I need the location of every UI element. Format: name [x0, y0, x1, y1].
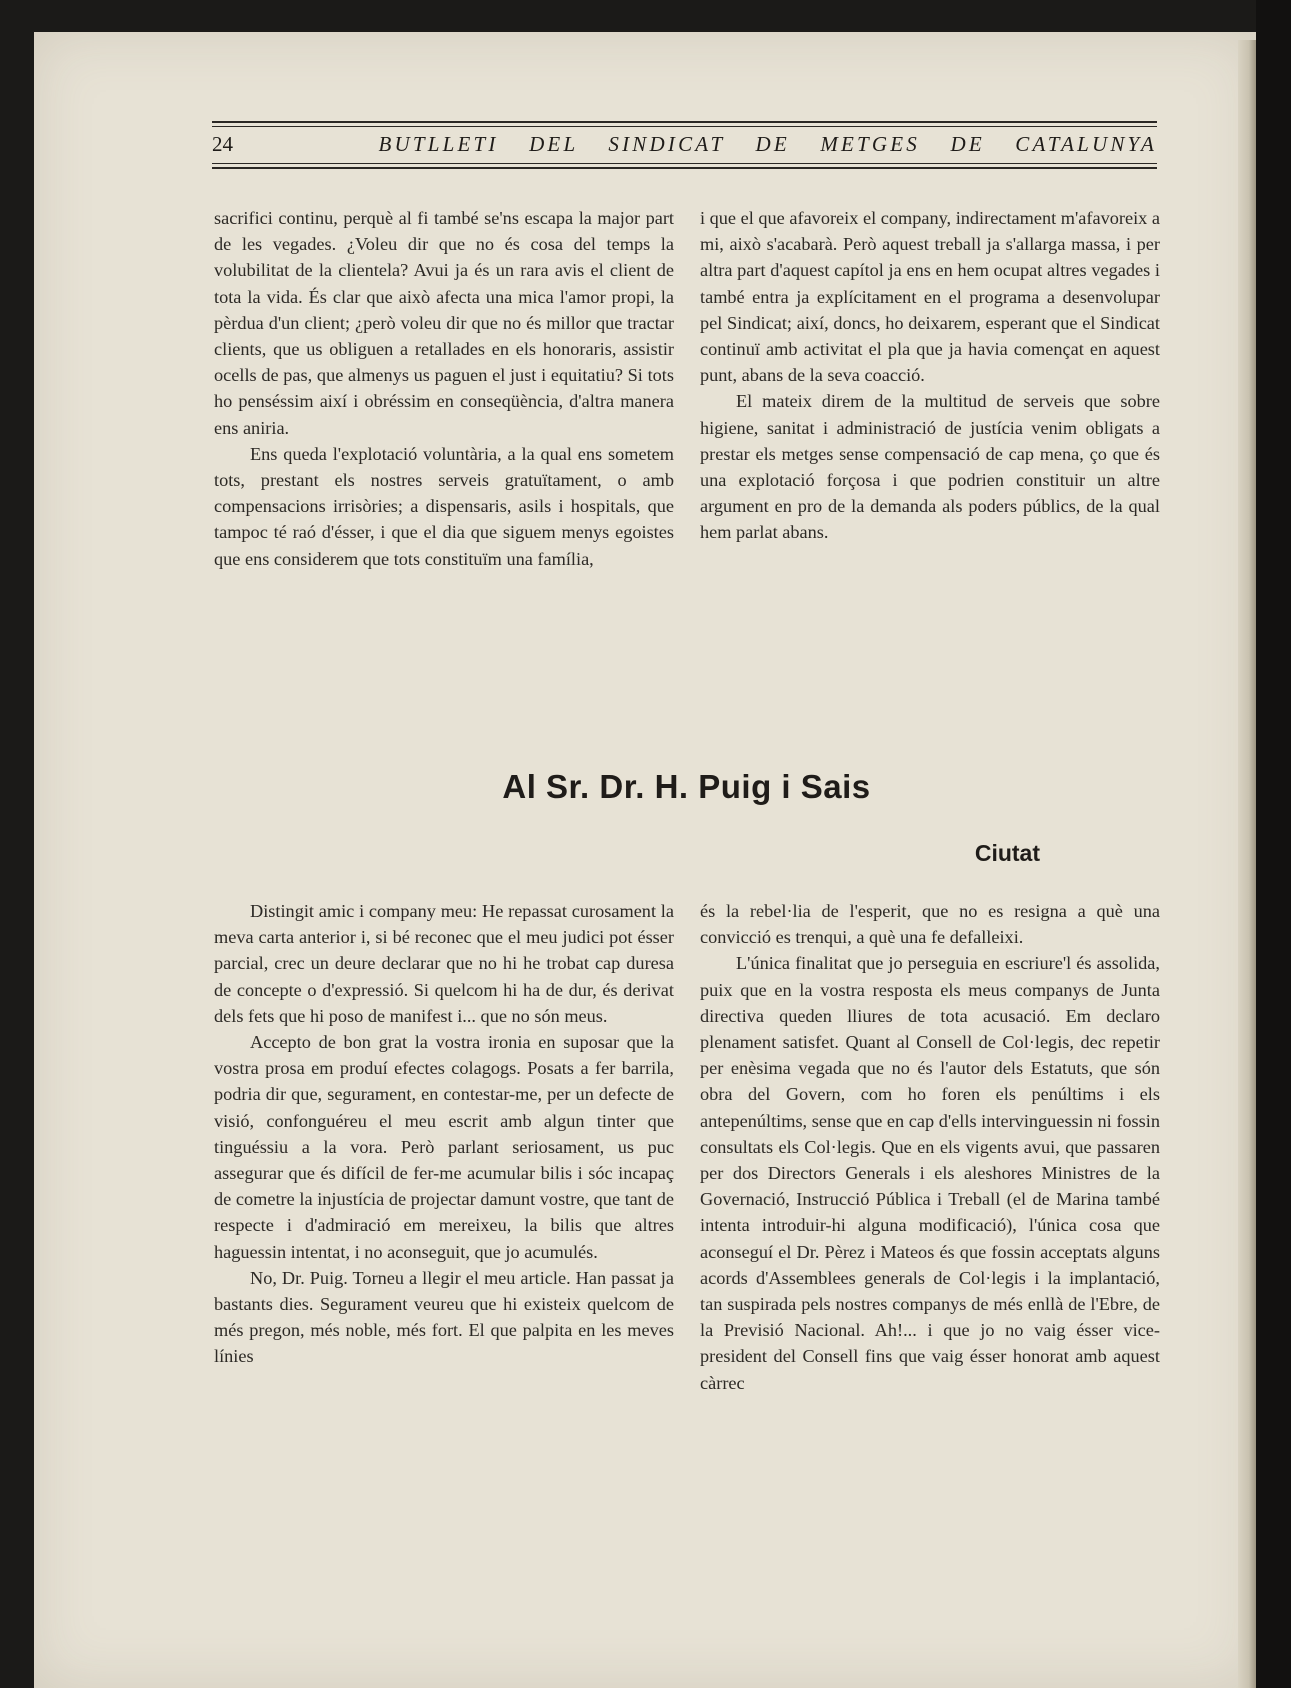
paragraph: L'única finalitat que jo perseguia en escriure'l és assolida, puix que en la vostra resposta els meus companys de Junta directiva queden lliures de tota acusació. Em declaro plenament satisfet. Quant al Consell de Col·legis, dec repetir per enèsima vegada que no és l'autor dels Estatuts, que són obra del Govern, com ho foren els penúltims i els antepenúltims, sense que en cap d'ells intervinguessin ni fossin consultats els Col·legis. Que en els vigents avui, que passaren per dos Directors Generals i els aleshores Ministres de la Governació, Instrucció Pública i Treball (el de Marina també intenta introduir-hi alguna modificació), l'única cosa que aconseguí el Dr. Pèrez i Mateos és que fossin acceptats alguns acords d'Assemblees generals de Col·legis i la implantació, tan suspirada pels nostres companys de més enllà de l'Ebre, de la Previsió Nacional. Ah!... i que jo no vaig ésser vice-president del Consell fins que vaig ésser honorat amb aquest càrrec [700, 953, 1160, 1393]
paragraph: El mateix direm de la multitud de serveis que sobre higiene, sanitat i administració de justícia venim obligats a prestar els metges sense compensació de cap mena, ço que és una explotació forçosa i que podrien constituir un altre argument en pro de la demanda als poders públics, de la qual hem parlat abans. [700, 391, 1160, 543]
header-rule-bottom [212, 167, 1157, 169]
page-edge [1238, 40, 1256, 1688]
running-header [212, 118, 1157, 172]
header-rule-bottom-thin [212, 163, 1157, 164]
article1-column-right [700, 205, 1160, 546]
article2-column-left [214, 898, 674, 1370]
paragraph: és la rebel·lia de l'esperit, que no es resigna a què una convicció es trenqui, a què una fe defalleixi. [700, 901, 1160, 948]
paragraph: Distingit amic i company meu: He repassat curosament la meva carta anterior i, si bé reconec que el meu judici pot ésser parcial, crec un deure declarar que no hi he trobat cap duresa de concepte o d'expressió. Si quelcom hi ha de dur, és derivat dels fets que hi poso de manifest i... que no són meus. [214, 901, 674, 1026]
paragraph: sacrifici continu, perquè al fi també se'ns escapa la major part de les vegades. ¿Voleu dir que no és cosa del temps la volubilitat de la clientela? Avui ja és un rara avis el client de tota la vida. És clar que això afecta una mica l'amor propi, la pèrdua d'un client; ¿però voleu dir que no és millor que tractar clients, que us obliguen a retallades en els honoraris, assistir ocells de pas, que almenys us paguen el just i equitatiu? Si tots ho penséssim així i obréssim en conseqüència, d'altra manera ens aniria. [214, 208, 674, 438]
page-number: 24 [212, 132, 233, 156]
paragraph: Ens queda l'explotació voluntària, a la qual ens sometem tots, prestant els nostres serveis gratuïtament, o amb compensacions irrisòries; a dispensaris, asils i hospitals, que tampoc té raó d'ésser, i que el dia que siguem menys egoistes que ens considerem que tots constituïm una família, [214, 443, 674, 569]
header-row [212, 130, 1157, 160]
paragraph: No, Dr. Puig. Torneu a llegir el meu article. Han passat ja bastants dies. Segurament veureu que hi existeix quelcom de més pregon, més noble, més fort. El que palpita en les meves línies [214, 1267, 674, 1367]
header-rule-top [212, 121, 1157, 123]
publication-title: BUTLLETI DEL SINDICAT DE METGES DE CATALUNYA [378, 132, 1157, 156]
scan-border [1256, 0, 1291, 1688]
header-rule-top-thin [212, 126, 1157, 127]
paragraph: Accepto de bon grat la vostra ironia en suposar que la vostra prosa em produí efectes colagogs. Posats a fer barrila, podria dir que, segurament, en contestar-me, per un defecte de visió, confonguéreu el meu escrit amb algun tinter que tinguéssiu a la vora. Però parlant seriosament, us puc assegurar que és difícil de fer-me acumular bilis i sóc incapaç de cometre la injustícia de projectar damunt vostre, que tant de respecte i d'admiració em mereixeu, la bilis que altres haguessin intentat, i no aconseguit, que jo acumulés. [214, 1032, 674, 1262]
article2-column-right [700, 898, 1160, 1396]
article-title: Al Sr. Dr. H. Puig i Sais [502, 768, 871, 805]
article-subtitle: Ciutat [974, 840, 1040, 866]
paragraph: i que el que afavoreix el company, indirectament m'afavoreix a mi, això s'acabarà. Però aquest treball ja s'allarga massa, i per altra part d'aquest capítol ja ens en hem ocupat altres vegades i també entra ja explícitament en el programa a desenvolupar pel Sindicat; així, doncs, ho deixarem, esperant que el Sindicat continuï amb activitat el pla que ja havia començat en aquest punt, abans de la seva coacció. [700, 208, 1160, 386]
article1-column-left [214, 205, 674, 572]
